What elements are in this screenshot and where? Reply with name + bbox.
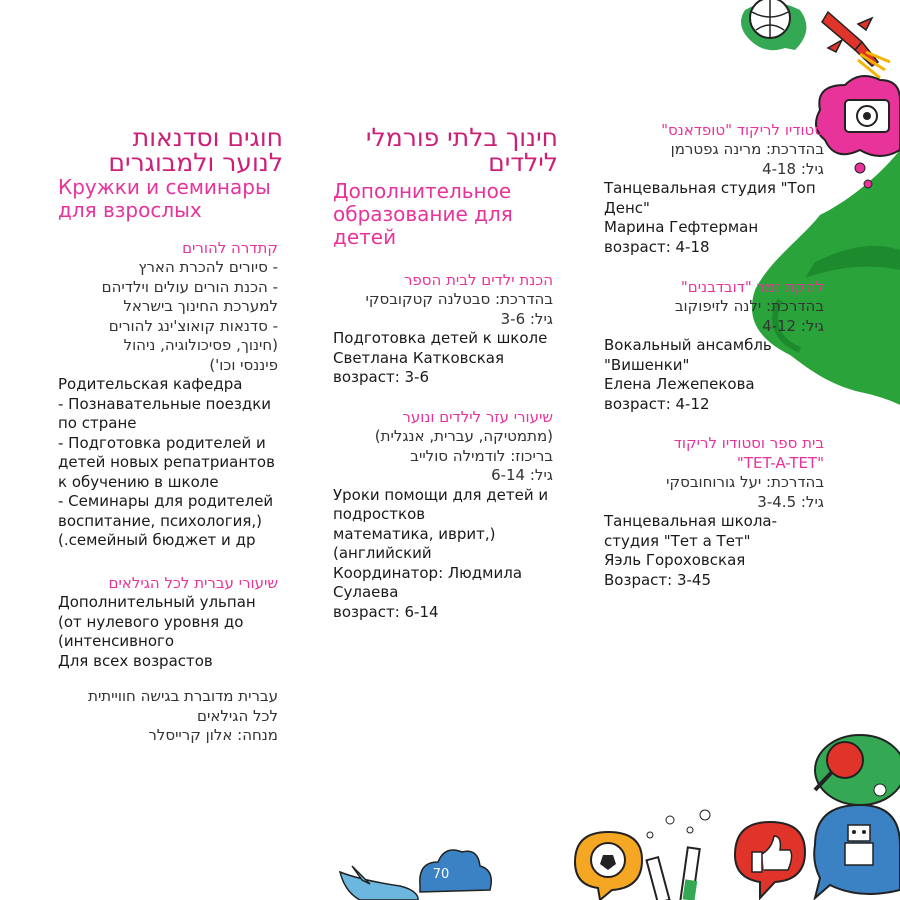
text-line: - סיורים להכרת הארץ [138,258,278,276]
text-line: מנחה: אלון קרייסלר [148,726,278,744]
title-he-line: לנוער ולמבוגרים [108,148,283,177]
text-line: - Семинары для родителей [58,492,274,510]
text-line: גיל: 4-18 [762,159,824,178]
text-line: עברית מדוברת בגישה חווייתית [88,687,278,705]
text-line: (английский [333,544,432,562]
text-line: "Вишенки" [604,355,690,374]
text-line: Координатор: Людмила [333,563,523,582]
text-line: - סדנאות קואוצ'ינג להורים [108,316,278,335]
text-line: Марина Гефтерман [604,218,759,236]
text-line: Денс" [604,198,650,217]
text-line: (מתמטיקה, עברית, אנגלית) [374,427,553,445]
text-line: - הכנת הורים עולים וילדיהם [101,277,278,296]
page-number: 70 [432,867,450,882]
text-line: возраст: 6-14 [333,602,439,621]
text-line: בהדרכת: ילנה לזיפוקוב [674,297,824,315]
basketball-icon [741,0,806,50]
text-line: к обучению в школе [58,472,219,491]
like-icon [735,822,805,898]
text-line: Возраст: 3-45 [604,570,712,589]
text-line: Сулаева [333,583,399,601]
title-he-line: לילדים [488,148,558,177]
text-line: - Познавательные поездки [58,394,272,413]
rocket-icon [822,12,890,78]
text-line: גיל: 3-4.5 [757,492,824,511]
section-heading: בית ספר וסטודיו לריקוד [673,434,824,452]
title-ru-line: для взрослых [58,198,202,222]
text-line: בהדרכת: מרינה גפטרמן [670,140,824,158]
text-line: למערכת החינוך בישראל [123,297,278,315]
text-line: גיל: 6-14 [491,466,553,484]
title-ru-line: детей [333,225,397,249]
text-line: Танцевальная школа- [604,512,778,530]
section-heading: קתדרה להורים [182,239,278,257]
text-line: Дополнительный ульпан [58,593,256,611]
text-line: פיננסי וכו') [209,355,278,374]
title-ru-line: Кружки и семинары [58,175,271,199]
title-ru-line: образование для [333,202,513,226]
text-line: גיל: 3-6 [500,309,553,328]
text-line: Светлана Катковская [333,348,505,367]
text-line: Для всех возрастов [58,651,213,670]
section-heading: להקת זמר "דובדבנים" [680,278,824,296]
section-heading: הכנת ילדים לבית הספר [403,271,553,289]
text-line: возраст: 3-6 [333,368,430,386]
text-line: по стране [58,414,137,432]
text-line: подростков [333,505,426,523]
title-he-line: חוגים וסדנאות [132,123,283,152]
text-line: (интенсивного [58,632,175,650]
text-line: - Подготовка родителей и [58,433,266,452]
test-tubes-icon [647,810,710,900]
text-line: גיל: 4-12 [762,316,824,335]
section-heading: סטודיו לריקוד "טופדאנס" [661,121,824,139]
airplane-icon [340,866,418,900]
text-line: בריכוז: לודמילה סולייב [410,446,553,465]
ping-pong-icon [815,735,900,805]
text-line: (от нулевого уровня до [58,612,244,631]
text-line: (חינוך, פסיכולוגיה, ניהול [123,336,278,354]
text-line: воспитание, психология,) [58,511,262,530]
text-line: Елена Лежепекова [604,375,755,393]
text-line: студия "Тет а Тет" [604,531,751,550]
text-line: возраст: 4-18 [604,237,710,256]
text-line: математика, иврит,) [333,524,496,543]
soccer-ball-icon [575,832,642,900]
text-line: בהדרכת: יעל גורוחובסקי [666,473,824,491]
text-line: Яэль Гороховская [604,551,746,569]
title-ru-line: Дополнительное [333,179,512,203]
text-line: Танцевальная студия "Топ [604,179,816,197]
text-line: לכל הגילאים [197,706,278,725]
title-he-line: חינוך בלתי פורמלי [365,123,558,152]
text-line: (.семейный бюджет и др [58,531,256,549]
section-heading: שיעורי עזר לילדים ונוער [402,408,553,426]
text-line: Подготовка детей к школе [333,329,548,347]
text-line: Вокальный ансамбль [604,336,772,354]
text-line: Родительская кафедра [58,375,243,393]
text-line: Уроки помощи для детей и [333,485,549,504]
text-line: возраст: 4-12 [604,394,710,413]
text-line: детей новых репатриантов [58,453,275,471]
robot-icon [814,805,900,898]
section-heading: "TET-A-TET" [736,454,824,472]
text-line: בהדרכת: סבטלנה קטקובסקי [365,290,553,308]
section-heading: שיעורי עברית לכל הגילאים [108,574,278,592]
